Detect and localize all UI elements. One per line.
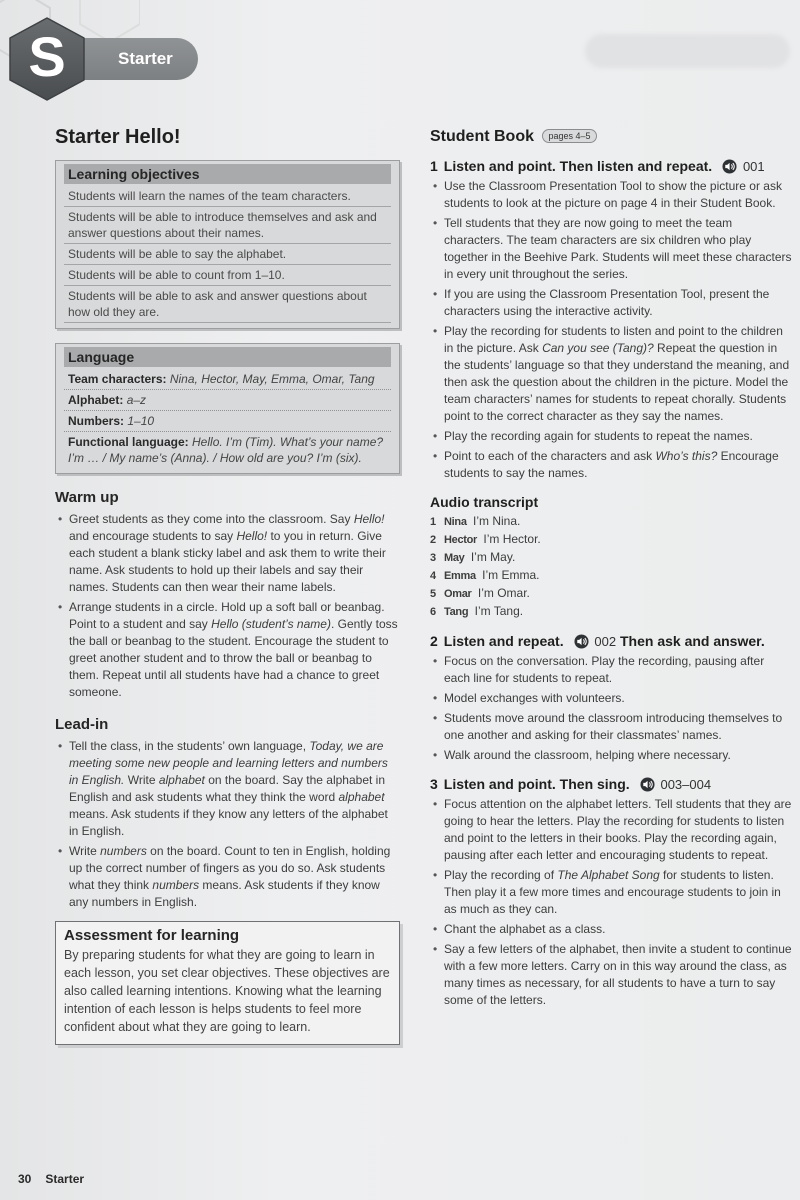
line-text: I’m Omar. (477, 586, 530, 600)
activity-3-bullet (444, 796, 792, 864)
activity-title: Listen and repeat. (443, 633, 564, 649)
text-segment: on the board. Count to ten in English, holding up the correct number of fingers as you do so. Ask students what they think (69, 844, 391, 892)
lead-in-bullet (69, 738, 400, 840)
audio-speaker-icon (640, 777, 655, 792)
text-segment: Play the recording of (444, 868, 558, 882)
line-number: 1 (430, 516, 437, 528)
text-segment: Point to each of the characters and ask (444, 449, 656, 463)
warm-up-bullet (69, 511, 400, 596)
text-segment: Encourage students to say the names. (444, 449, 779, 480)
activity-1-bullet (444, 323, 792, 425)
audio-track-number: 002 (594, 634, 617, 649)
audio-transcript (430, 513, 792, 621)
text-segment: If you are using the Classroom Presentation Tool, present the characters using the interactive activity. (444, 287, 770, 318)
assessment-box (55, 921, 400, 1045)
speaker-name: Nina (444, 516, 467, 528)
activity-3-bullet (444, 921, 792, 938)
activity-2-bullet (444, 710, 792, 744)
activity-2-bullet (444, 747, 792, 764)
line-number: 3 (430, 552, 437, 564)
audio-speaker-icon (574, 634, 589, 649)
activity-2-list (430, 653, 792, 764)
objective-item (64, 265, 391, 286)
language-box (55, 343, 400, 474)
learning-objectives-heading: Learning objectives (64, 164, 391, 184)
audio-track-number: 003–004 (660, 777, 712, 792)
transcript-line (430, 603, 792, 621)
text-segment: Hello (student’s name) (211, 617, 331, 631)
activity-3-list (430, 796, 792, 1009)
activity-2-bullet (444, 690, 792, 707)
activity-1-bullet (444, 178, 792, 212)
learning-objectives-list (64, 186, 391, 323)
speaker-name: Tang (444, 606, 469, 618)
activity-title: Listen and point. Then sing. (443, 776, 630, 792)
activity-1-list (430, 178, 792, 482)
text-segment: Students will be able to ask and answer questions about how old they are. (68, 289, 367, 319)
pages-badge: pages 4–5 (542, 129, 596, 143)
language-row-alphabet (64, 390, 391, 411)
line-number: 5 (430, 588, 437, 600)
language-label: Functional language: (68, 435, 189, 449)
lead-in-bullet (69, 843, 400, 911)
language-label: Alphabet: (68, 393, 124, 407)
text-segment: for students to listen. Then play it a few more times and encourage students to join in as much as they can. (444, 868, 781, 916)
activity-3-bullet (444, 867, 792, 918)
activity-3-heading (430, 776, 792, 792)
activity-3-bullet (444, 941, 792, 1009)
text-segment: Focus attention on the alphabet letters. Tell students that they are going to hear the letters. Play the recording for students to listen and point to the letters in their books. Play the recording again, pausing after each letter and encouraging students to repeat. (444, 797, 792, 862)
speaker-name: Hector (444, 534, 478, 546)
speaker-name: May (444, 552, 465, 564)
line-number: 4 (430, 570, 437, 582)
transcript-line (430, 567, 792, 585)
lesson-title: Starter Hello! (55, 126, 181, 148)
unit-badge (8, 16, 86, 102)
language-value: Hello. I’m (Tim). What’s your name? I’m … / My name’s (Anna). / How old are you? I’m (six). (68, 435, 384, 465)
speaker-name: Emma (444, 570, 476, 582)
text-segment: Tell the class, in the students’ own language, (69, 739, 310, 753)
text-segment: means. Ask students if they know any letters of the alphabet in English. (69, 807, 388, 838)
activity-1-bullet (444, 286, 792, 320)
activity-2-bullet (444, 653, 792, 687)
line-text: I’m May. (470, 550, 516, 564)
text-segment: Play the recording for students to listen and point to the children in the picture. Ask (444, 324, 783, 355)
assessment-heading: Assessment for learning (64, 927, 240, 944)
objective-item (64, 286, 391, 323)
warm-up-heading: Warm up (55, 489, 119, 506)
activity-1-bullet (444, 215, 792, 283)
objective-item (64, 207, 391, 244)
text-segment: Play the recording again for students to repeat the names. (444, 429, 753, 443)
objective-item (64, 244, 391, 265)
text-segment: alphabet (158, 773, 205, 787)
transcript-line (430, 531, 792, 549)
text-segment: Write (69, 844, 101, 858)
language-heading: Language (64, 347, 391, 367)
activity-title: Listen and point. Then listen and repeat. (443, 158, 713, 174)
activity-1-bullet (444, 448, 792, 482)
text-segment: Walk around the classroom, helping where necessary. (444, 748, 731, 762)
text-segment: Who’s this? (655, 449, 718, 463)
text-segment: The Alphabet Song (557, 868, 660, 882)
text-segment: Focus on the conversation. Play the recording, pausing after each line for students to repeat. (444, 654, 765, 685)
language-label: Team characters: (68, 372, 167, 386)
activity-number: 2 (430, 633, 438, 649)
text-segment: to you in return. Give each student a blank sticky label and ask them to write their name. Ask students to hold up their labels and say their names. Students can then wear their name labels. (69, 529, 386, 594)
language-row-functional (64, 432, 391, 468)
warm-up-list (55, 511, 400, 701)
text-segment: numbers (152, 878, 200, 892)
activity-2-heading (430, 633, 792, 649)
page-footer (18, 1172, 84, 1186)
audio-transcript-heading: Audio transcript (430, 494, 539, 510)
line-text: I’m Emma. (482, 568, 540, 582)
text-segment: Use the Classroom Presentation Tool to show the picture or ask students to look at the picture on page 4 in their Student Book. (444, 179, 782, 210)
student-book-label: Student Book (430, 128, 534, 145)
transcript-line (430, 585, 792, 603)
line-text: I’m Tang. (474, 604, 524, 618)
text-segment: Repeat the question in the students’ language so that they understand the meaning, and then ask the question about the children in the picture. Model the team characters’ names for students to repeat chorally. Students point to the correct character as they say the names. (444, 341, 790, 423)
line-text: I’m Nina. (472, 514, 521, 528)
language-value: 1–10 (127, 414, 155, 428)
line-text: I’m Hector. (483, 532, 541, 546)
audio-track-number: 001 (742, 159, 765, 174)
text-segment: Say a few letters of the alphabet, then invite a student to continue with a few more letters. Carry on in this way around the class, as many times as necessary, for all students to have a turn to say some of the letters. (444, 942, 792, 1007)
text-segment: Students will be able to say the alphabet. (68, 247, 287, 261)
text-segment: Write (124, 773, 159, 787)
footer-unit-label: Starter (45, 1172, 85, 1186)
text-segment: and encourage students to say (69, 529, 237, 543)
audio-speaker-icon (722, 159, 737, 174)
language-label: Numbers: (68, 414, 125, 428)
blurred-decoration (585, 34, 790, 68)
text-segment: Chant the alphabet as a class. (444, 922, 606, 936)
lead-in-list (55, 738, 400, 911)
text-segment: Students will be able to introduce themselves and ask and answer questions about their names. (68, 210, 377, 240)
line-number: 6 (430, 606, 437, 618)
left-column (55, 126, 400, 1045)
right-column (430, 128, 792, 1012)
language-value: a–z (126, 393, 147, 407)
page-number: 30 (18, 1172, 32, 1186)
language-row-numbers (64, 411, 391, 432)
text-segment: . Gently toss the ball or beanbag to the student. Encourage the student to greet another student and to throw the ball or beanbag to them. Repeat until all students have had a chance to greet someone. (69, 617, 398, 699)
activity-1-bullet (444, 428, 792, 445)
text-segment: Tell students that they are now going to meet the team characters. The team characters are six children who play together in the Beehive Park. Students will meet these characters in every unit throughout the series. (444, 216, 792, 281)
assessment-body: By preparing students for what they are going to learn in each lesson, you set clear objectives. These objectives are also called learning intentions. Knowing what the learning intention of each lesson is helps students to feel more confident about what they are going to learn. (64, 948, 390, 1034)
text-segment: Can you see (Tang)? (542, 341, 654, 355)
activity-number: 1 (430, 158, 438, 174)
speaker-name: Omar (444, 588, 472, 600)
learning-objectives-box (55, 160, 400, 329)
text-segment: Today, we are meeting some new people and learning letters and numbers in English. (69, 739, 388, 787)
text-segment: Arrange students in a circle. Hold up a soft ball or beanbag. Point to a student and say (69, 600, 385, 631)
student-book-heading (430, 128, 792, 146)
language-row-team-characters (64, 369, 391, 390)
text-segment: numbers (100, 844, 147, 858)
text-segment: Students move around the classroom introducing themselves to one another and asking for their classmates’ names. (444, 711, 783, 742)
language-value: Nina, Hector, May, Emma, Omar, Tang (169, 372, 375, 386)
text-segment: Greet students as they come into the classroom. Say (69, 512, 354, 526)
text-segment: Hello! (236, 529, 268, 543)
text-segment: means. Ask students if they know any numbers in English. (69, 878, 380, 909)
warm-up-bullet (69, 599, 400, 701)
transcript-line (430, 513, 792, 531)
objective-item (64, 186, 391, 207)
text-segment: Students will learn the names of the team characters. (68, 189, 351, 203)
line-number: 2 (430, 534, 437, 546)
text-segment: Hello! (353, 512, 385, 526)
activity-number: 3 (430, 776, 438, 792)
lead-in-heading: Lead-in (55, 716, 109, 733)
activity-1-heading (430, 158, 792, 174)
badge-letter: S (28, 25, 66, 88)
activity-title-continued: Then ask and answer. (619, 633, 765, 649)
text-segment: Students will be able to count from 1–10. (68, 268, 285, 282)
transcript-line (430, 549, 792, 567)
text-segment: Model exchanges with volunteers. (444, 691, 625, 705)
unit-label: Starter (118, 49, 173, 68)
text-segment: alphabet (338, 790, 385, 804)
text-segment: on the board. Say the alphabet in English and ask students what they think the word (69, 773, 386, 804)
